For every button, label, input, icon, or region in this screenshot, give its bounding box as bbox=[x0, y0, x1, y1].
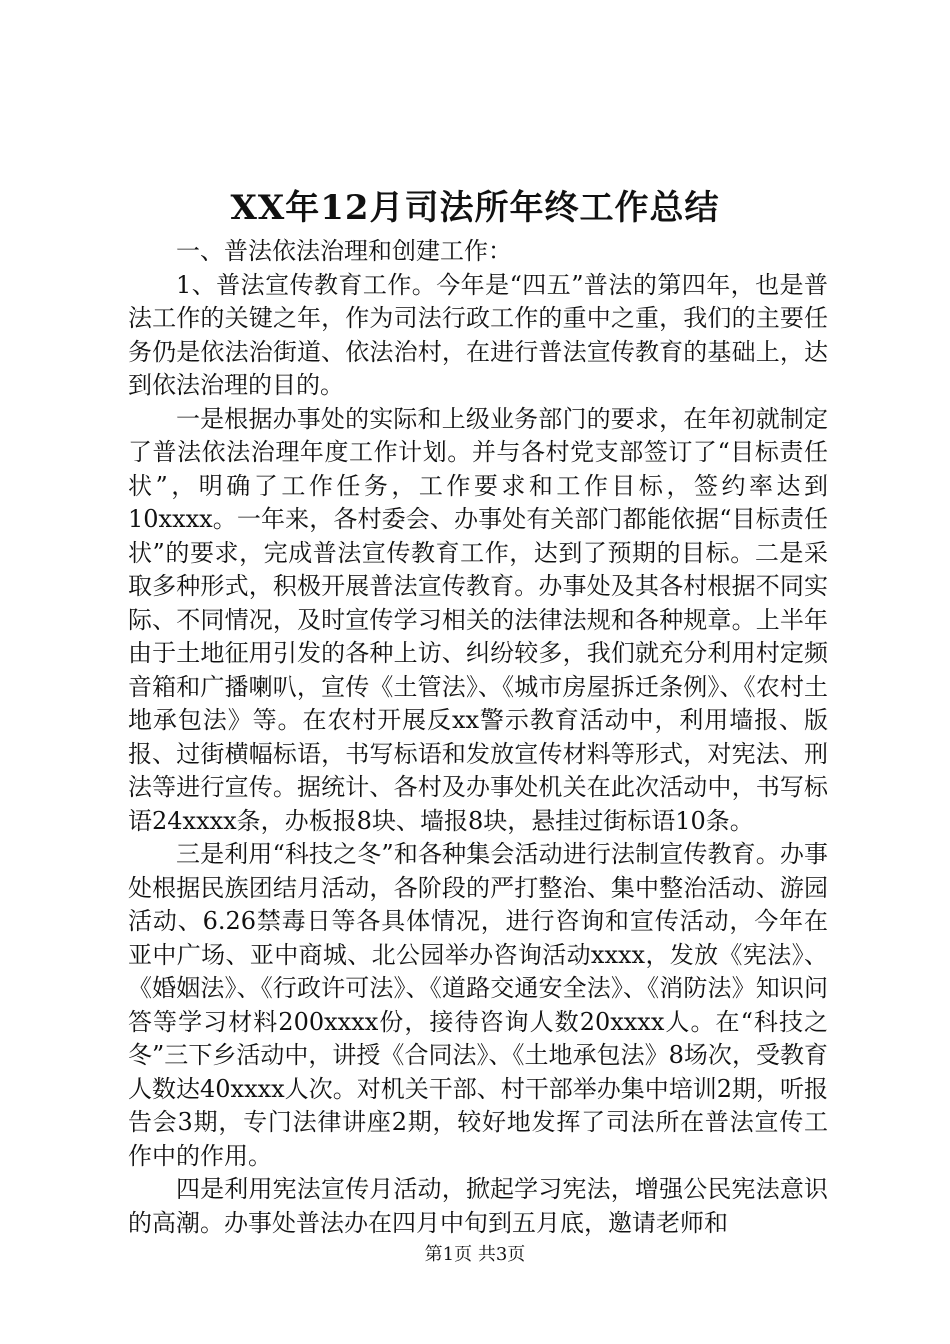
paragraph-2: 一是根据办事处的实际和上级业务部门的要求，在年初就制定了普法依法治理年度工作计划。并与各村党支部签订了“目标责任状”，明确了工作任务，工作要求和工作目标，签约率达到10xxxx。一年来，各村委会、办事处有关部门都能依据“目标责任状”的要求，完成普法宣传教育工作，达到了预期的目标。二是采取多种形式，积极开展普法宣传教育。办事处及其各村根据不同实际、不同情况，及时宣传学习相关的法律法规和各种规章。上半年由于土地征用引发的各种上访、纠纷较多，我们就充分利用村定频音箱和广播喇叭，宣传《土管法》、《城市房屋拆迁条例》、《农村土地承包法》等。在农村开展反xx警示教育活动中，利用墙报、版报、过街横幅标语，书写标语和发放宣传材料等形式，对宪法、刑法等进行宣传。据统计、各村及办事处机关在此次活动中，书写标语24xxxx条，办板报8块、墙报8块，悬挂过街标语10条。 bbox=[128, 404, 828, 835]
paragraph-section-heading: 一、普法依法治理和创建工作： bbox=[176, 237, 512, 265]
paragraph-3: 三是利用“科技之冬”和各种集会活动进行法制宣传教育。办事处根据民族团结月活动，各阶段的严打整治、集中整治活动、游园活动、6.26禁毒日等各具体情况，进行咨询和宣传活动，今年在亚中广场、亚中商城、北公园举办咨询活动xxxx，发放《宪法》、《婚姻法》、《行政许可法》、《道路交通安全法》、《消防法》知识问答等学习材料200xxxx份，接待咨询人数20xxxx人。在“科技之冬”三下乡活动中，讲授《合同法》、《土地承包法》8场次，受教育人数达40xxxx人次。对机关干部、村干部举办集中培训2期，听报告会3期，专门法律讲座2期，较好地发挥了司法所在普法宣传工作中的作用。 bbox=[128, 840, 828, 1170]
page-number-footer: 第1页 共3页 bbox=[424, 1244, 526, 1265]
document-title: XX年12月司法所年终工作总结 bbox=[230, 188, 720, 228]
paragraph-1: 1、普法宣传教育工作。今年是“四五”普法的第四年，也是普法工作的关键之年，作为司法行政工作的重中之重，我们的主要任务仍是依法治街道、依法治村，在进行普法宣传教育的基础上，达到依法治理的目的。 bbox=[128, 270, 828, 399]
paragraph-4: 四是利用宪法宣传月活动，掀起学习宪法，增强公民宪法意识的高潮。办事处普法办在四月中旬到五月底，邀请老师和 bbox=[128, 1175, 828, 1237]
document-body bbox=[128, 235, 828, 1240]
